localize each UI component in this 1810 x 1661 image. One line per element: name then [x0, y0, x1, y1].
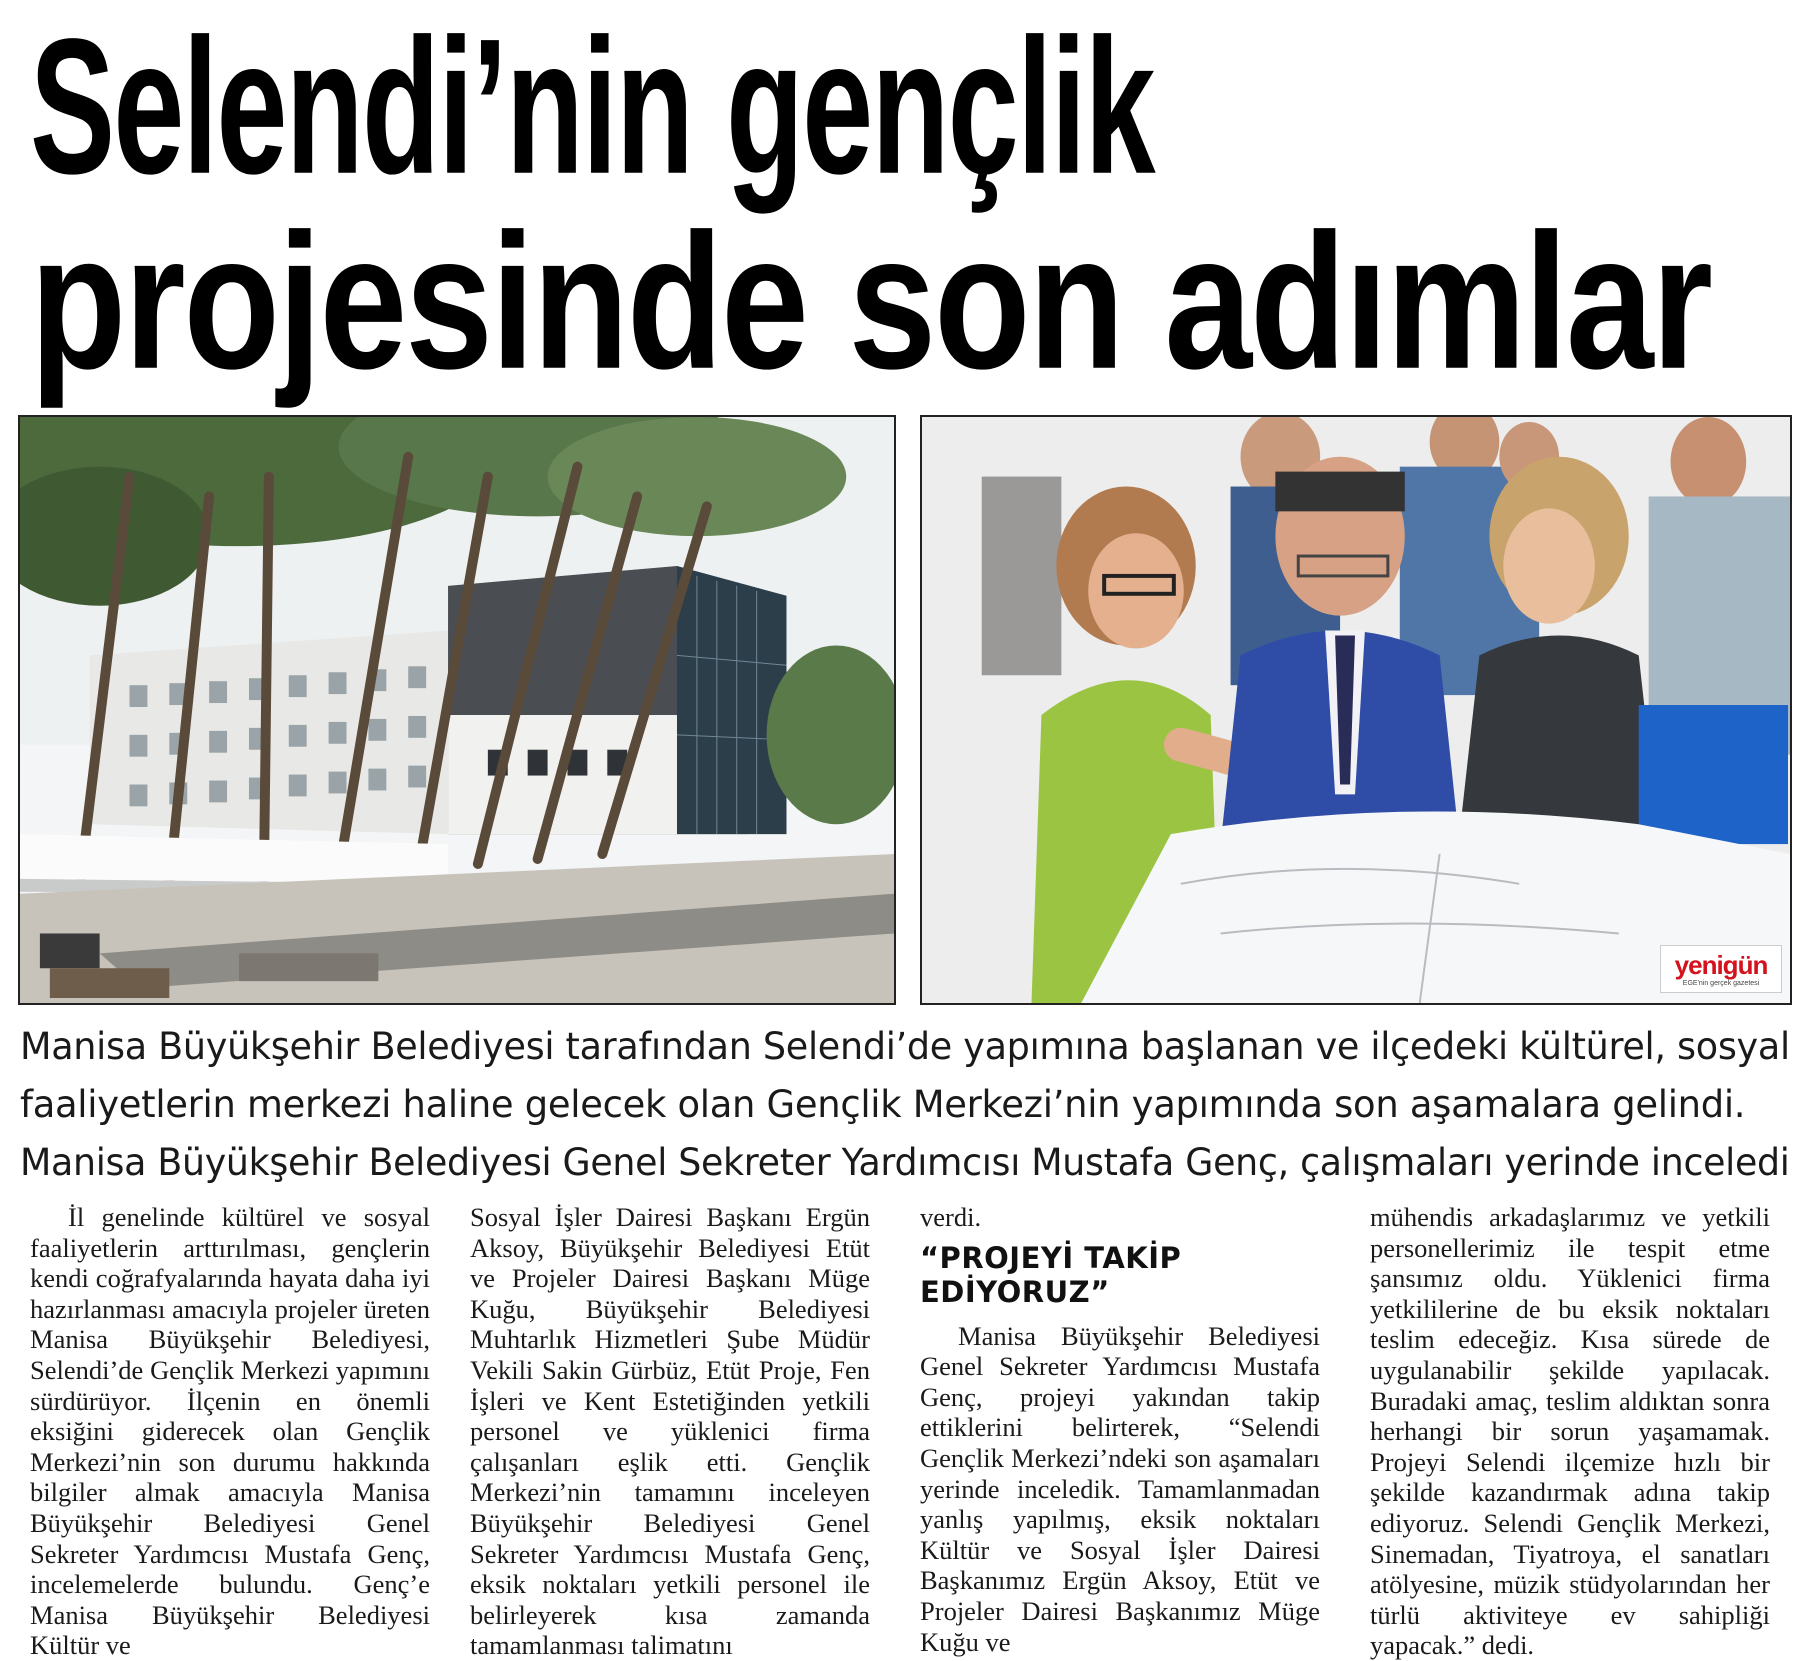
subheading: “PROJEYİ TAKİP EDİYORUZ”: [920, 1240, 1182, 1309]
body-column-2: [470, 1202, 870, 1661]
lead-paragraph: [20, 1018, 1795, 1192]
body-column-3: [920, 1202, 1320, 1657]
lead-line-3: Manisa Büyükşehir Belediyesi Genel Sekreter Yardımcısı Mustafa Genç, çalışmaları yerinde inceledi: [20, 1141, 1790, 1184]
body-paragraph-1: İl genelinde kültürel ve sosyal faaliyetlerin arttırılması, gençlerin kendi coğrafyalarında hayata daha iyi hazırlanması amacıyla projeler üreten Manisa Büyükşehir Belediyesi, Selendi’de Gençlik Merkezi yapımını sürdürüyor. İlçenin en önemli eksiğini giderecek olan Gençlik Merkezi’nin son durumu hakkında bilgiler almak amacıyla Manisa Büyükşehir Belediyesi Genel Sekreter Yardımcısı Mustafa Genç, incelemelerde bulundu. Genç’e Manisa Büyükşehir Belediyesi Kültür ve: [30, 1202, 430, 1661]
body-paragraph-4: mühendis arkadaşlarımız ve yetkili personellerimiz ile tespit etme şansımız oldu. Yüklenici firma yetkililerine de bu eksik noktaları teslim edeceğiz. Kısa sürede de uygulanabilir şekilde yapılacak. Buradaki amaç, teslim aldıktan sonra herhangi bir sorun yaşamamak. Projeyi Selendi ilçemize hızlı bir şekilde kazandırmak adına takip ediyoruz. Selendi Gençlik Merkezi, Sinemadan, Tiyatroya, el sanatları atölyesine, müzik stüdyolarından her türlü aktiviteye ev sahipliği yapacak.” dedi.: [1370, 1202, 1770, 1661]
lead-line-2: faaliyetlerin merkezi haline gelecek olan Gençlik Merkezi’nin yapımında son aşamalara gelindi.: [20, 1083, 1746, 1126]
body-column-1: [30, 1202, 430, 1661]
youth-center-building-photo: [18, 415, 896, 1005]
headline: [30, 0, 1790, 410]
officials-inspecting-plans-photo: [920, 415, 1792, 1005]
body-paragraph-2: Sosyal İşler Dairesi Başkanı Ergün Aksoy, Büyükşehir Belediyesi Etüt ve Projeler Dairesi Başkanı Müge Kuğu, Büyükşehir Belediyesi Muhtarlık Hizmetleri Şube Müdür Vekili Sakin Gürbüz, Etüt Proje, Fen İşleri ve Kent Estetiğinden yetkili personel ve yüklenici firma çalışanları eşlik etti. Gençlik Merkezi’nin tamamını inceleyen Büyükşehir Belediyesi Genel Sekreter Yardımcısı Mustafa Genç, eksik noktaları yetkili personel ile belirleyerek kısa zamanda tamamlanması talimatını: [470, 1202, 870, 1661]
logo-tagline: EGE'nin gerçek gazetesi: [1682, 979, 1760, 987]
newspaper-logo: [1660, 945, 1782, 993]
logo-brand: yenigün: [1674, 949, 1768, 980]
headline-line-2: projesinde son adımlar: [30, 194, 1711, 410]
lead-line-1: Manisa Büyükşehir Belediyesi tarafından Selendi’de yapımına başlanan ve ilçedeki kültürel, sosyal: [20, 1025, 1790, 1068]
body-column-4: [1370, 1202, 1770, 1661]
body-paragraph-3: Manisa Büyükşehir Belediyesi Genel Sekreter Yardımcısı Mustafa Genç, projeyi yakından takip ettiklerini belirterek, “Selendi Gençlik Merkezi’ndeki son aşamaları yerinde inceledik. Tamamlanmadan yanlış yapılmış, eksik noktaları Kültür ve Sosyal İşler Dairesi Başkanımız Ergün Aksoy, Etüt ve Projeler Dairesi Başkanımız Müge Kuğu ve: [920, 1320, 1320, 1657]
headline-line-1: Selendi’nin gençlik: [30, 0, 1154, 215]
body-paragraph-3-top: verdi.: [920, 1202, 982, 1232]
